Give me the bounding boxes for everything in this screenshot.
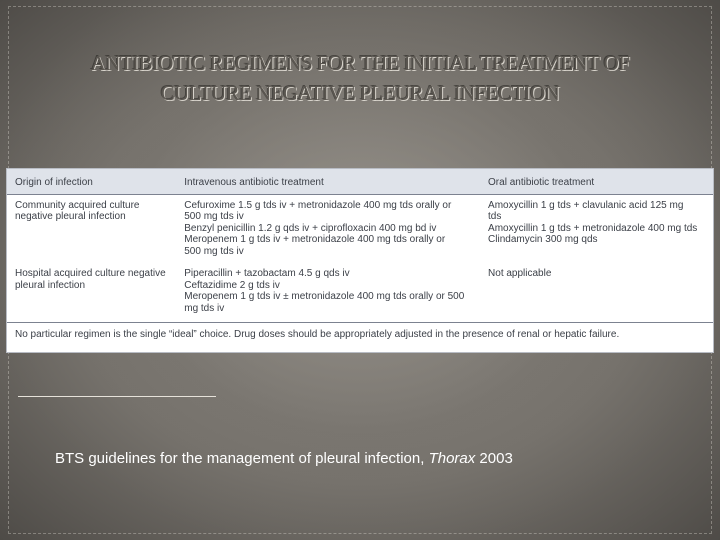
- slide-title: [40, 48, 680, 108]
- antibiotic-table: [6, 168, 714, 353]
- cell-line: Meropenem 1 g tds iv ± metronidazole 400 mg tds orally or 500: [184, 291, 465, 302]
- table-header-row: [7, 169, 713, 194]
- table-row: [7, 194, 713, 264]
- cell-line: Piperacillin + tazobactam 4.5 g qds iv: [184, 268, 350, 279]
- cell-line: Benzyl penicillin 1.2 g qds iv + ciprofloxacin 400 mg bd iv: [184, 222, 437, 234]
- footnote-divider: [18, 396, 216, 397]
- title-line-1: ANTIBIOTIC REGIMENS FOR THE INITIAL TREATMENT OF: [90, 51, 630, 75]
- cell-line: Amoxycillin 1 g tds + metronidazole 400 mg tds: [488, 222, 698, 234]
- cell-line: 500 mg tds iv: [184, 211, 244, 222]
- citation-text: BTS guidelines for the management of pleural infection,: [55, 450, 429, 467]
- citation: [55, 450, 675, 467]
- header-iv: Intravenous antibiotic treatment: [176, 169, 480, 194]
- cell-line: negative pleural infection: [15, 211, 126, 222]
- cell-line: Meropenem 1 g tds iv + metronidazole 400 mg tds orally or: [184, 234, 446, 245]
- cell-line: Cefuroxime 1.5 g tds iv + metronidazole 400 mg tds orally or: [184, 199, 452, 211]
- cell-line: Not applicable: [488, 268, 552, 279]
- cell-origin: [7, 194, 176, 264]
- cell-line: Clindamycin 300 mg qds: [488, 234, 598, 245]
- cell-line: Ceftazidime 2 g tds iv: [184, 279, 280, 291]
- cell-line: Hospital acquired culture negative: [15, 268, 166, 279]
- cell-line: tds: [488, 211, 502, 222]
- table-footnote: No particular regimen is the single “ideal” choice. Drug doses should be appropriately adjusted in the presence of renal or hepatic failure.: [15, 329, 620, 340]
- header-origin: Origin of infection: [7, 169, 176, 194]
- regimen-table: [7, 169, 713, 345]
- cell-iv: [176, 264, 480, 323]
- citation-year: 2003: [475, 450, 513, 467]
- cell-line: mg tds iv: [184, 302, 225, 314]
- table-row: [7, 264, 713, 323]
- cell-line: 500 mg tds iv: [184, 245, 244, 257]
- header-oral: Oral antibiotic treatment: [480, 169, 713, 194]
- cell-line: Community acquired culture: [15, 199, 140, 211]
- cell-line: pleural infection: [15, 279, 86, 291]
- cell-oral: [480, 264, 713, 323]
- table-footnote-row: [7, 323, 713, 345]
- citation-journal: Thorax: [428, 450, 476, 467]
- cell-oral: [480, 194, 713, 264]
- cell-line: Amoxycillin 1 g tds + clavulanic acid 125 mg: [488, 199, 684, 211]
- cell-iv: [176, 194, 480, 264]
- title-line-2: CULTURE NEGATIVE PLEURAL INFECTION: [160, 81, 560, 105]
- cell-origin: [7, 264, 176, 323]
